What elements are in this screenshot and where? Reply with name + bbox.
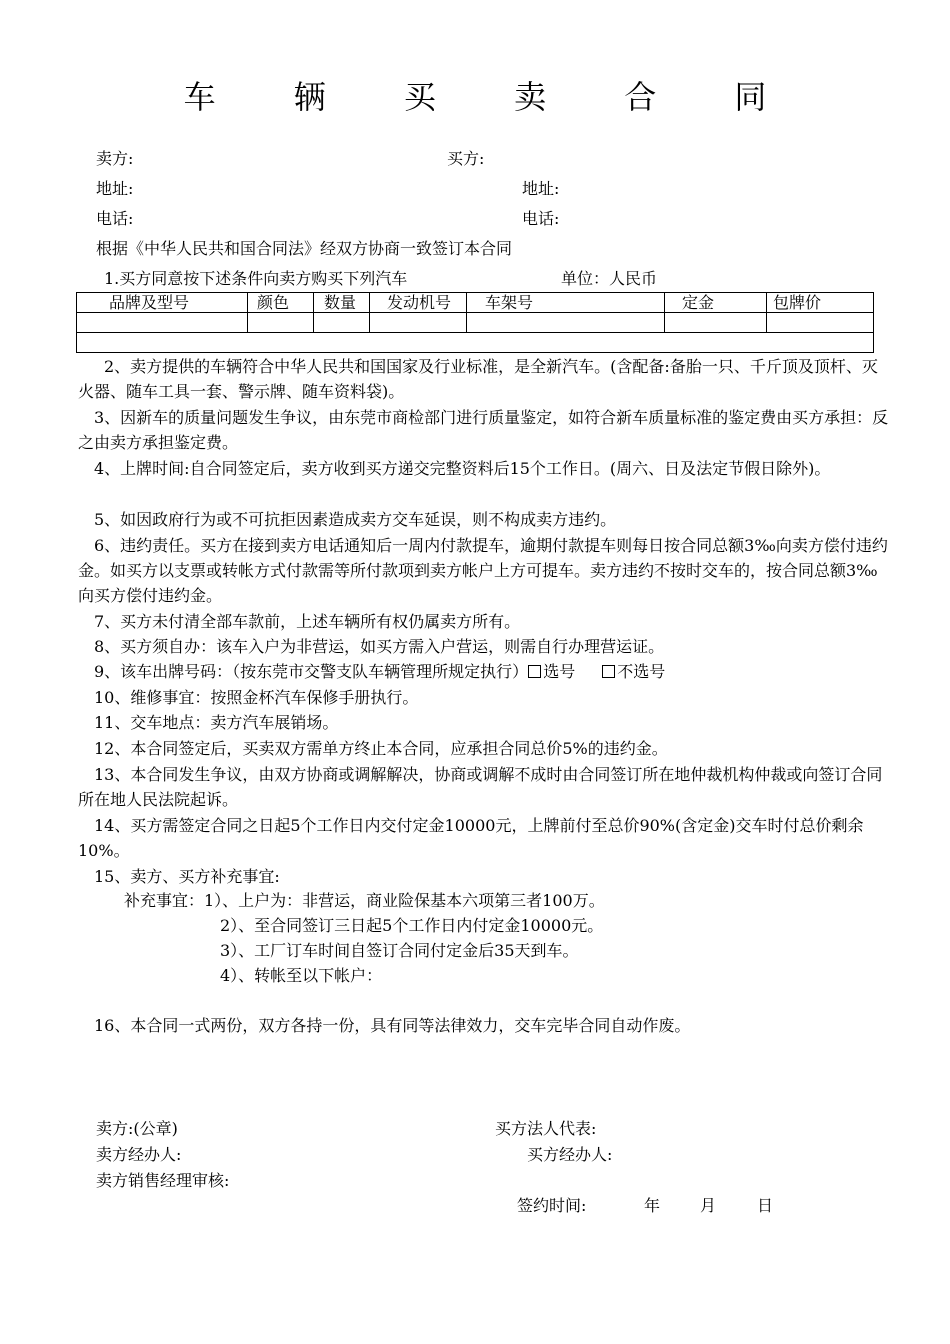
table-cell[interactable] bbox=[370, 313, 467, 333]
table-cell[interactable] bbox=[767, 313, 874, 333]
clause-4: 4、上牌时间:自合同签定后，卖方收到买方递交完整资料后15个工作日。(周六、日及法定节假日除外)。 bbox=[94, 459, 831, 478]
seller-address-label: 地址: bbox=[96, 179, 134, 198]
sign-day: 日 bbox=[757, 1196, 774, 1215]
buyer-address-label: 地址: bbox=[522, 179, 560, 198]
clause-8: 8、买方须自办：该车入户为非营运，如买方需入户营运，则需自行办理营运证。 bbox=[94, 637, 665, 656]
clause-13: 13、本合同发生争议，由双方协商或调解解决，协商或调解不成时由合同签订所在地仲裁机构仲裁或向签订合同所在地人民法院起诉。 bbox=[78, 765, 883, 809]
seller-seal: 卖方:(公章) bbox=[96, 1119, 178, 1138]
sign-month: 月 bbox=[700, 1196, 717, 1215]
col-deposit: 定金 bbox=[665, 293, 767, 313]
sign-time-label: 签约时间: bbox=[517, 1196, 587, 1215]
table-row bbox=[77, 313, 874, 333]
table-cell[interactable] bbox=[665, 313, 767, 333]
clause-14: 14、买方需签定合同之日起5个工作日内交付定金10000元，上牌前付至总价90%(含定金)交车时付总价剩余10%。 bbox=[78, 816, 864, 860]
supplement-1: 补充事宜：1）、上户为：非营运，商业险保基本六项第三者100万。 bbox=[124, 891, 605, 910]
select-number-checkbox[interactable] bbox=[528, 665, 541, 678]
clause-2: 2、卖方提供的车辆符合中华人民共和国国家及行业标准，是全新汽车。(含配备:备胎一只、千斤顶及顶杆、灭火器、随车工具一套、警示牌、随车资料袋)。 bbox=[78, 357, 878, 401]
buyer-label: 买方: bbox=[447, 149, 485, 168]
document-title: 车 辆 买 卖 合 同 bbox=[183, 78, 801, 116]
clause-16: 16、本合同一式两份，双方各持一份，具有同等法律效力，交车完毕合同自动作废。 bbox=[94, 1016, 691, 1035]
clause-11: 11、交车地点：卖方汽车展销场。 bbox=[94, 713, 339, 732]
table-cell[interactable] bbox=[248, 313, 314, 333]
supplement-2: 2）、至合同签订三日起5个工作日内付定金10000元。 bbox=[220, 916, 604, 935]
supplement-4: 4）、转帐至以下帐户： bbox=[220, 966, 383, 985]
clause-15: 15、卖方、买方补充事宜: bbox=[94, 867, 280, 886]
col-brand-model: 品牌及型号 bbox=[77, 293, 248, 313]
table-header-row bbox=[77, 293, 874, 313]
clause-9-text: 9、该车出牌号码：（按东莞市交警支队车辆管理所规定执行） bbox=[94, 662, 529, 681]
col-package-price: 包牌价 bbox=[767, 293, 874, 313]
contract-basis: 根据《中华人民共和国合同法》经双方协商一致签订本合同 bbox=[96, 239, 513, 258]
supplement-3: 3）、工厂订车时间自签订合同付定金后35天到车。 bbox=[220, 941, 579, 960]
col-color: 颜色 bbox=[248, 293, 314, 313]
sign-year: 年 bbox=[644, 1196, 661, 1215]
currency-unit: 单位：人民币 bbox=[561, 269, 658, 288]
col-quantity: 数量 bbox=[314, 293, 370, 313]
col-frame-number: 车架号 bbox=[467, 293, 665, 313]
seller-label: 卖方: bbox=[96, 149, 134, 168]
clause-7: 7、买方未付清全部车款前，上述车辆所有权仍属卖方所有。 bbox=[94, 612, 521, 631]
seller-agent: 卖方经办人: bbox=[96, 1145, 182, 1164]
clause-12: 12、本合同签定后，买卖双方需单方终止本合同，应承担合同总价5%的违约金。 bbox=[94, 739, 668, 758]
vehicle-table bbox=[76, 292, 874, 353]
seller-phone-label: 电话: bbox=[96, 209, 134, 228]
clause-5: 5、如因政府行为或不可抗拒因素造成卖方交车延误，则不构成卖方违约。 bbox=[94, 510, 617, 529]
table-cell[interactable] bbox=[467, 313, 665, 333]
buyer-legal-rep: 买方法人代表: bbox=[495, 1119, 597, 1138]
buyer-agent: 买方经办人: bbox=[527, 1145, 613, 1164]
no-select-number-checkbox[interactable] bbox=[602, 665, 615, 678]
clause-3: 3、因新车的质量问题发生争议，由东莞市商检部门进行质量鉴定，如符合新车质量标准的鉴定费由买方承担：反之由卖方承担鉴定费。 bbox=[78, 408, 889, 452]
clause-9 bbox=[94, 659, 665, 685]
clause-1: 1.买方同意按下述条件向卖方购买下列汽车 bbox=[104, 269, 408, 288]
clause-10: 10、维修事宜：按照金杯汽车保修手册执行。 bbox=[94, 688, 419, 707]
clause-6: 6、违约责任。买方在接到卖方电话通知后一周内付款提车，逾期付款提车则每日按合同总额3‰向卖方偿付违约金。如买方以支票或转帐方式付款需等所付款项到卖方帐户上方可提车。卖方违约不按时交车的，按合同总额3‰向买方偿付违约金。 bbox=[78, 536, 888, 605]
col-engine-number: 发动机号 bbox=[370, 293, 467, 313]
table-cell[interactable] bbox=[77, 333, 874, 353]
table-cell[interactable] bbox=[314, 313, 370, 333]
table-row bbox=[77, 333, 874, 353]
select-number-label: 选号 bbox=[543, 662, 576, 681]
table-cell[interactable] bbox=[77, 313, 248, 333]
seller-manager-review: 卖方销售经理审核: bbox=[96, 1171, 230, 1190]
buyer-phone-label: 电话: bbox=[522, 209, 560, 228]
no-select-number-label: 不选号 bbox=[617, 662, 666, 681]
